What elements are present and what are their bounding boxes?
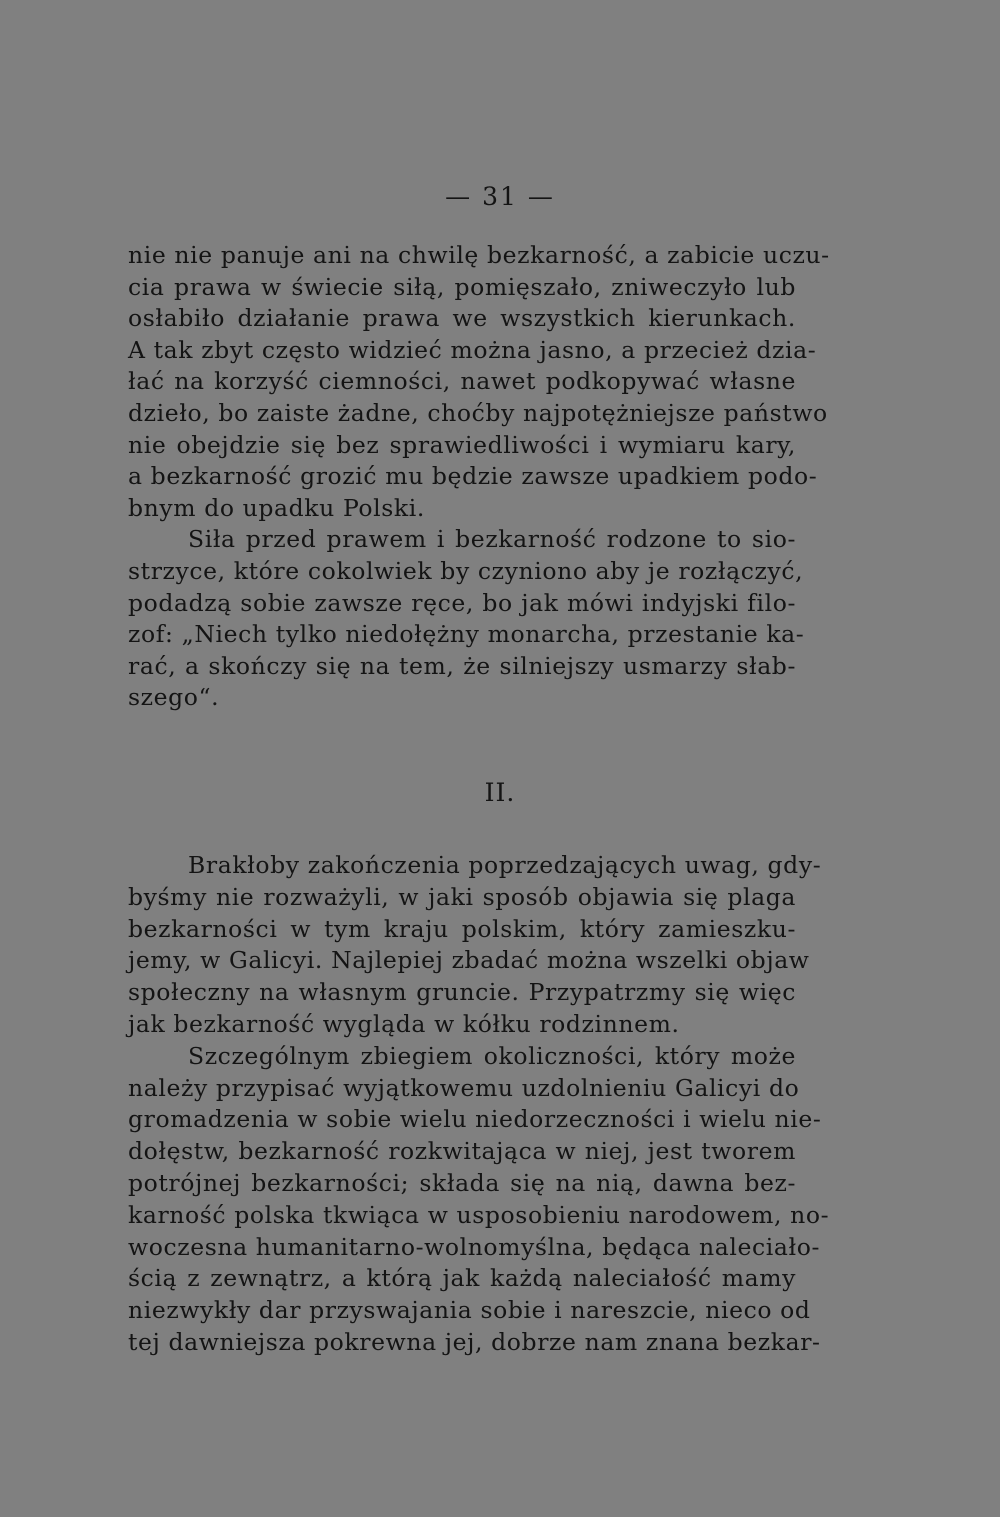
section-heading: II. [484, 778, 516, 807]
text-line: jemy, w Galicyi. Najlepiej zbadać można wszelki objaw [128, 946, 810, 975]
text-line: a bezkarność grozić mu będzie zawsze upadkiem podo- [128, 462, 818, 491]
text-line: łać na korzyść ciemności, nawet podkopywać własne [128, 367, 796, 396]
text-line: dołęstw, bezkarność rozkwitająca w niej, jest tworem [128, 1137, 796, 1166]
text-line: cia prawa w świecie siłą, pomięszało, zniweczyło lub [128, 272, 796, 301]
text-line: zof: „Niech tylko niedołężny monarcha, przestanie ka- [128, 620, 805, 649]
text-line: bezkarności w tym kraju polskim, który zamieszku- [128, 914, 796, 943]
text-line: szego“. [128, 683, 220, 712]
text-line: Brakłoby zakończenia poprzedzających uwag, gdy- [188, 851, 822, 879]
page-number: — 31 — [445, 182, 555, 211]
text-line: nie obejdzie się bez sprawiedliwości i wymiaru kary, [128, 430, 796, 459]
text-line: bnym do upadku Polski. [128, 493, 425, 522]
text-line: jak bezkarność wygląda w kółku rodzinnem. [128, 1009, 680, 1038]
text-line: byśmy nie rozważyli, w jaki sposób objawia się plaga [128, 882, 796, 911]
text-block-2 [128, 850, 830, 1359]
text-line: ścią z zewnątrz, a którą jak każdą naleciałość mamy [128, 1264, 796, 1293]
text-line: gromadzenia w sobie wielu niedorzeczności i wielu nie- [128, 1105, 822, 1134]
text-line: niezwykły dar przyswajania sobie i nareszcie, nieco od [128, 1296, 811, 1325]
text-line: Szczególnym zbiegiem okoliczności, który może [188, 1041, 796, 1070]
text-line: Siła przed prawem i bezkarność rodzone to sio- [188, 525, 796, 554]
text-line: woczesna humanitarno-wolnomyślna, będąca naleciało- [128, 1232, 821, 1261]
text-line: karność polska tkwiąca w usposobieniu narodowem, no- [128, 1200, 830, 1229]
text-line: osłabiło działanie prawa we wszystkich kierunkach. [128, 304, 796, 333]
text-line: strzyce, które cokolwiek by czyniono aby je rozłączyć, [128, 556, 804, 585]
text-line: A tak zbyt często widzieć można jasno, a przecież dzia- [128, 335, 817, 364]
text-line: należy przypisać wyjątkowemu uzdolnieniu Galicyi do [128, 1073, 800, 1102]
text-line: nie nie panuje ani na chwilę bezkarność, a zabicie uczu- [128, 241, 830, 269]
text-line: potrójnej bezkarności; składa się na nią, dawna bez- [128, 1168, 796, 1197]
text-line: tej dawniejsza pokrewna jej, dobrze nam znana bezkar- [128, 1327, 821, 1356]
text-line: rać, a skończy się na tem, że silniejszy usmarzy słab- [128, 651, 796, 680]
text-line: dzieło, bo zaiste żadne, choćby najpotężniejsze państwo [128, 398, 828, 427]
text-line: społeczny na własnym gruncie. Przypatrzmy się więc [128, 978, 796, 1007]
text-line: podadzą sobie zawsze ręce, bo jak mówi indyjski filo- [128, 588, 796, 617]
text-block-1 [128, 240, 830, 714]
